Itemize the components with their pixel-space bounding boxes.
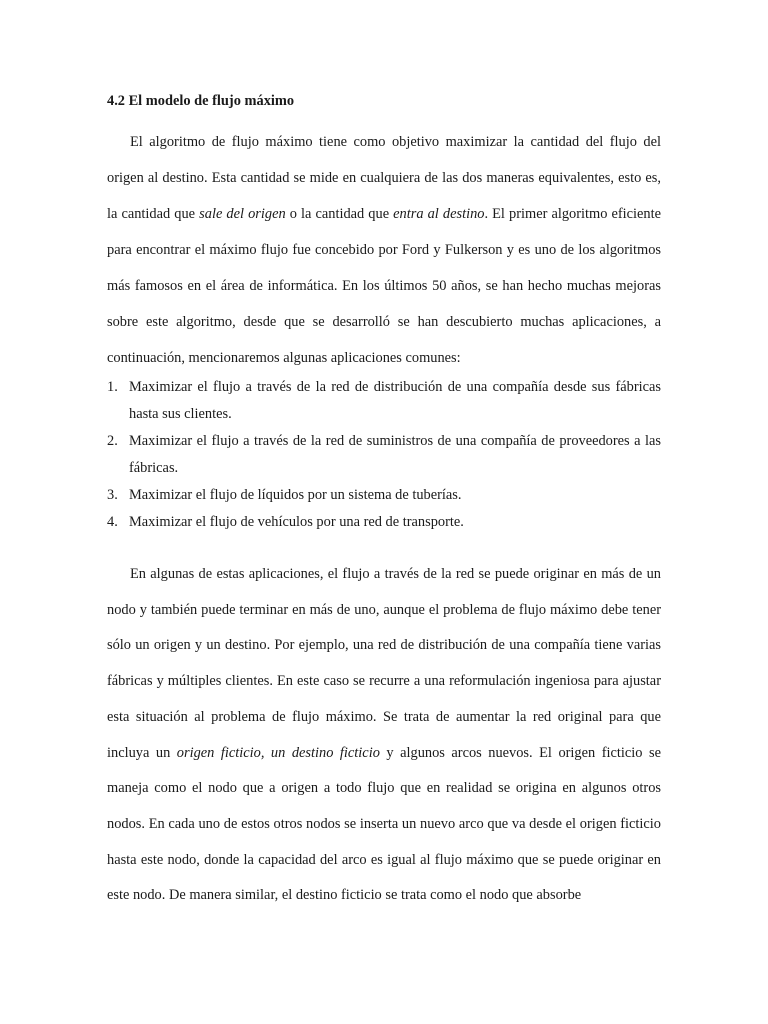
list-item [107, 509, 661, 536]
list-item-text: Maximizar el flujo de vehículos por una red de transporte. [129, 514, 464, 530]
list-item-number: 2. [107, 433, 118, 449]
intro-text-3: . El primer algoritmo eficiente para encontrar el máximo flujo fue concebido por Ford y Fulkerson y es uno de los algoritmos más famosos en el área de informática. En los últimos 50 años, se han hecho muchas mejoras sobre este algoritmo, desde que se desarrolló se han descubierto muchas aplicaciones, a continuación, mencionaremos algunas aplicaciones comunes: [107, 206, 662, 366]
intro-emphasis-1: sale del origen [199, 206, 286, 222]
section-heading: 4.2 El modelo de flujo máximo [107, 93, 295, 109]
list-item [107, 482, 661, 509]
body-emphasis-1: origen ficticio, un destino ficticio [176, 744, 380, 761]
intro-text-1: El algoritmo de flujo máximo tiene como objetivo maximizar la cantidad del flujo del origen al destino. Esta cantidad se mide en cualquiera de las dos maneras equivalentes, esto es, la cantidad que [107, 134, 661, 222]
body-text-1: En algunas de estas aplicaciones, el flujo a través de la red se puede originar en más de un nodo y también puede terminar en más de uno, aunque el problema de flujo máximo debe tener sólo un origen y un destino. Por ejemplo, una red de distribución de una compañía tiene varias fábricas y múltiples clientes. En este caso se recurre a una reformulación ingeniosa para ajustar esta situación al problema de flujo máximo. Se trata de aumentar la red original para que incluya un [107, 566, 661, 761]
intro-text-2: o la cantidad que [285, 206, 394, 222]
list-item [107, 428, 661, 482]
body-text-2: y algunos arcos nuevos. El origen ficticio se maneja como el nodo que a origen a todo flujo que en realidad se origina en algunos otros nodos. En cada uno de estos otros nodos se inserta un nuevo arco que va desde el origen ficticio hasta este nodo, donde la capacidad del arco es igual al flujo máximo que se puede originar en este nodo. De manera similar, el destino ficticio se trata como el nodo que absorbe [107, 744, 661, 904]
intro-emphasis-2: entra al destino [393, 206, 485, 222]
list-item-number: 3. [107, 487, 118, 503]
list-item-text: Maximizar el flujo a través de la red de distribución de una compañía desde sus fábricas hasta sus clientes. [129, 379, 661, 422]
list-item [107, 374, 661, 428]
list-item-number: 1. [107, 379, 118, 395]
list-item-number: 4. [107, 514, 118, 530]
list-item-text: Maximizar el flujo a través de la red de suministros de una compañía de proveedores a las fábricas. [129, 433, 661, 476]
applications-list [107, 374, 661, 536]
list-item-text: Maximizar el flujo de líquidos por un sistema de tuberías. [129, 487, 462, 503]
body-paragraph [107, 557, 661, 914]
intro-paragraph [107, 124, 661, 376]
